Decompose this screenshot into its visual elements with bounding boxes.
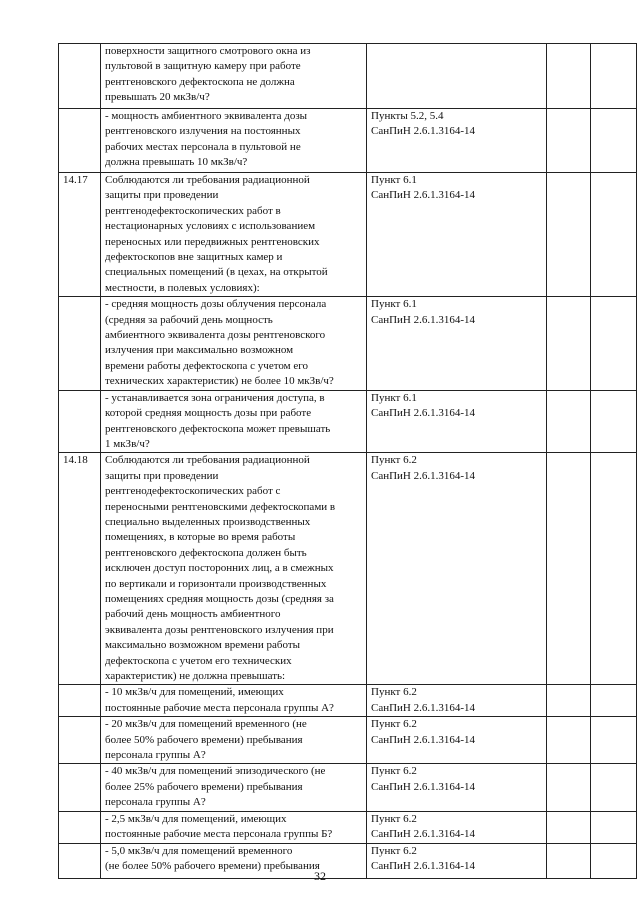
answer-cell xyxy=(547,297,591,390)
table-row xyxy=(59,717,637,764)
requirement-text: - мощность амбиентного эквивалента дозы рентгеновского излучения на постоянных рабочих местах персонала в пультовой не должна превышать 10 мкЗв/ч? xyxy=(101,109,367,173)
normative-reference: Пункт 6.1 СанПиН 2.6.1.3164-14 xyxy=(367,297,547,390)
requirement-text: - 2,5 мкЗв/ч для помещений, имеющих постоянные рабочие места персонала группы Б? xyxy=(101,811,367,843)
normative-reference xyxy=(367,44,547,109)
normative-reference: Пункт 6.2 СанПиН 2.6.1.3164-14 xyxy=(367,843,547,878)
answer-cell xyxy=(547,764,591,811)
item-number xyxy=(59,811,101,843)
requirement-text: Соблюдаются ли требования радиационной защиты при проведении рентгенодефектоскопических работ в нестационарных условиях с использованием переносных или передвижных рентгеновских дефектоскопов вне защитных камер и специальных помещений (в цехах, на открытой местности, в полевых условиях): xyxy=(101,173,367,297)
normative-reference: Пункт 6.2 СанПиН 2.6.1.3164-14 xyxy=(367,764,547,811)
item-number xyxy=(59,685,101,717)
note-cell xyxy=(591,173,637,297)
item-number: 14.17 xyxy=(59,173,101,297)
note-cell xyxy=(591,297,637,390)
answer-cell xyxy=(547,44,591,109)
requirement-text: - устанавливается зона ограничения доступа, в которой средняя мощность дозы при работе рентгеновского дефектоскопа может превышать 1 мкЗв/ч? xyxy=(101,390,367,453)
requirement-text: - 40 мкЗв/ч для помещений эпизодического (не более 25% рабочего времени) пребывания персонала группы А? xyxy=(101,764,367,811)
table-row xyxy=(59,173,637,297)
answer-cell xyxy=(547,685,591,717)
note-cell xyxy=(591,109,637,173)
item-number: 14.18 xyxy=(59,453,101,685)
item-number xyxy=(59,109,101,173)
table-row xyxy=(59,685,637,717)
note-cell xyxy=(591,811,637,843)
normative-reference: Пункты 5.2, 5.4 СанПиН 2.6.1.3164-14 xyxy=(367,109,547,173)
item-number xyxy=(59,717,101,764)
item-number xyxy=(59,297,101,390)
requirement-text: - 20 мкЗв/ч для помещений временного (не более 50% рабочего времени) пребывания персонала группы А? xyxy=(101,717,367,764)
table-row xyxy=(59,764,637,811)
table-row xyxy=(59,297,637,390)
normative-reference: Пункт 6.2 СанПиН 2.6.1.3164-14 xyxy=(367,717,547,764)
note-cell xyxy=(591,390,637,453)
table-row xyxy=(59,453,637,685)
note-cell xyxy=(591,717,637,764)
requirement-text: Соблюдаются ли требования радиационной защиты при проведении рентгенодефектоскопических работ с переносными рентгеновскими дефектоскопами в специально выделенных производственных помещениях, в которые во время работы рентгеновского дефектоскопа должен быть исключен доступ посторонних лиц, а в смежных по вертикали и горизонтали производственных помещениях средняя мощность дозы (средняя за рабочий день мощность амбиентного эквивалента дозы рентгеновского излучения при максимально возможном времени работы дефектоскопа с учетом его технических характеристик) не должна превышать: xyxy=(101,453,367,685)
requirement-text: - 5,0 мкЗв/ч для помещений временного (не более 50% рабочего времени) пребывания xyxy=(101,843,367,878)
table-row xyxy=(59,811,637,843)
checklist-page xyxy=(58,43,595,879)
note-cell xyxy=(591,685,637,717)
answer-cell xyxy=(547,811,591,843)
page-number: 32 xyxy=(314,869,326,883)
answer-cell xyxy=(547,390,591,453)
item-number xyxy=(59,44,101,109)
requirement-text: - 10 мкЗв/ч для помещений, имеющих постоянные рабочие места персонала группы А? xyxy=(101,685,367,717)
table-row xyxy=(59,390,637,453)
note-cell xyxy=(591,453,637,685)
requirement-text: - средняя мощность дозы облучения персонала (средняя за рабочий день мощность амбиентного эквивалента дозы рентгеновского излучения при максимально возможном времени работы дефектоскопа с учетом его технических характеристик) не более 10 мкЗв/ч? xyxy=(101,297,367,390)
requirement-text: поверхности защитного смотрового окна из пультовой в защитную камеру при работе рентгеновского дефектоскопа не должна превышать 20 мкЗв/ч? xyxy=(101,44,367,109)
normative-reference: Пункт 6.1 СанПиН 2.6.1.3164-14 xyxy=(367,173,547,297)
table-row xyxy=(59,109,637,173)
item-number xyxy=(59,764,101,811)
note-cell xyxy=(591,44,637,109)
normative-reference: Пункт 6.2 СанПиН 2.6.1.3164-14 xyxy=(367,453,547,685)
answer-cell xyxy=(547,453,591,685)
note-cell xyxy=(591,764,637,811)
normative-reference: Пункт 6.2 СанПиН 2.6.1.3164-14 xyxy=(367,685,547,717)
answer-cell xyxy=(547,173,591,297)
table-row xyxy=(59,44,637,109)
answer-cell xyxy=(547,717,591,764)
requirements-table xyxy=(58,43,637,879)
normative-reference: Пункт 6.1 СанПиН 2.6.1.3164-14 xyxy=(367,390,547,453)
item-number xyxy=(59,390,101,453)
normative-reference: Пункт 6.2 СанПиН 2.6.1.3164-14 xyxy=(367,811,547,843)
answer-cell xyxy=(547,109,591,173)
